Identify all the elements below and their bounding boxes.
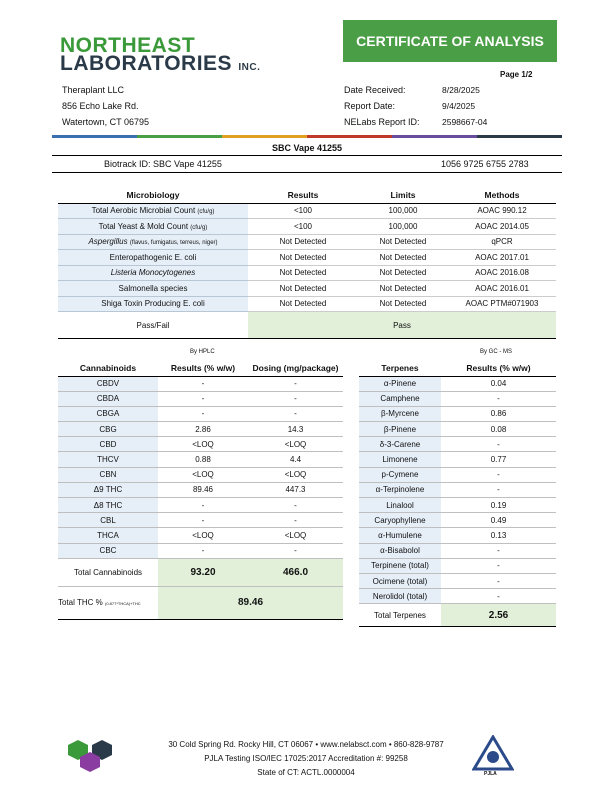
table-row xyxy=(58,234,556,250)
table-row xyxy=(58,513,343,528)
total-cannabinoids-label: Total Cannabinoids xyxy=(58,558,158,586)
table-row xyxy=(359,452,556,467)
terp-result: - xyxy=(441,573,556,588)
table-row xyxy=(359,437,556,452)
table-row xyxy=(58,543,343,558)
cann-result: - xyxy=(158,376,248,391)
terp-name: α-Bisabolol xyxy=(359,543,441,558)
terp-result: 0.08 xyxy=(441,422,556,437)
table-row xyxy=(359,376,556,391)
cann-dose: 14.3 xyxy=(248,422,343,437)
total-thc-formula: (0.877*THCA)+THC xyxy=(105,601,141,607)
terp-result: - xyxy=(441,467,556,482)
pjla-label: PJLA xyxy=(484,771,497,777)
micro-result: Not Detected xyxy=(248,234,358,250)
micro-name xyxy=(58,219,248,235)
terp-result: 0.13 xyxy=(441,528,556,543)
logo-laboratories xyxy=(60,52,260,76)
terp-result: - xyxy=(441,558,556,573)
terp-name: Terpinene (total) xyxy=(359,558,441,573)
micro-method: qPCR xyxy=(448,234,556,250)
micro-header-name: Microbiology xyxy=(58,188,248,203)
cann-header-dosing: Dosing (mg/package) xyxy=(248,361,343,376)
divider xyxy=(52,155,562,156)
client-street: 856 Echo Lake Rd. xyxy=(62,101,139,111)
passfail-result: Pass xyxy=(248,312,556,339)
micro-name: Shiga Toxin Producing E. coli xyxy=(58,296,248,312)
cann-dose: <LOQ xyxy=(248,528,343,543)
micro-limit: Not Detected xyxy=(358,296,448,312)
micro-name: Salmonella species xyxy=(58,281,248,297)
date-received-label: Date Received: xyxy=(344,85,406,95)
total-terpenes-value: 2.56 xyxy=(441,604,556,627)
cann-name: CBL xyxy=(58,513,158,528)
table-row xyxy=(359,406,556,421)
micro-method: AOAC 2016.08 xyxy=(448,265,556,281)
table-row xyxy=(58,250,556,266)
cann-result: <LOQ xyxy=(158,467,248,482)
total-cannabinoids-dose: 466.0 xyxy=(248,558,343,586)
terp-result: - xyxy=(441,543,556,558)
cann-result: <LOQ xyxy=(158,528,248,543)
cann-name: CBG xyxy=(58,422,158,437)
micro-name: Listeria Monocytogenes xyxy=(58,265,248,281)
terp-result: 0.19 xyxy=(441,498,556,513)
micro-name: Enteropathogenic E. coli xyxy=(58,250,248,266)
report-meta-labels xyxy=(344,82,420,130)
micro-name-text: Aspergillus xyxy=(88,237,128,247)
table-row xyxy=(58,406,343,421)
table-row xyxy=(359,589,556,604)
micro-header-methods: Methods xyxy=(448,188,556,203)
micro-method: AOAC 2017.01 xyxy=(448,250,556,266)
microbiology-table xyxy=(58,188,556,339)
terp-name: α-Humulene xyxy=(359,528,441,543)
cann-dose: <LOQ xyxy=(248,467,343,482)
terp-name: α-Pinene xyxy=(359,376,441,391)
report-date: 9/4/2025 xyxy=(442,101,476,111)
micro-method: AOAC 2014.05 xyxy=(448,219,556,235)
terp-result: - xyxy=(441,589,556,604)
cann-header-results: Results (% w/w) xyxy=(158,361,248,376)
micro-name xyxy=(58,203,248,219)
cann-result: 2.86 xyxy=(158,422,248,437)
terp-result: 0.86 xyxy=(441,406,556,421)
micro-result: Not Detected xyxy=(248,250,358,266)
cann-result: - xyxy=(158,498,248,513)
terp-name: Nerolidol (total) xyxy=(359,589,441,604)
micro-unit: (cfu/g) xyxy=(190,224,208,231)
cann-name: THCV xyxy=(58,452,158,467)
page-number: Page 1/2 xyxy=(500,70,533,79)
total-terpenes-label: Total Terpenes xyxy=(359,604,441,627)
terpenes-table xyxy=(359,361,556,627)
total-cannabinoids-result: 93.20 xyxy=(158,558,248,586)
cann-name: CBN xyxy=(58,467,158,482)
hplc-note: By HPLC xyxy=(190,349,215,355)
cann-dose: - xyxy=(248,543,343,558)
cann-dose: - xyxy=(248,376,343,391)
biotrack-id: Biotrack ID: SBC Vape 41255 xyxy=(104,159,222,169)
table-row xyxy=(58,219,556,235)
micro-limit: 100,000 xyxy=(358,219,448,235)
certificate-banner: CERTIFICATE OF ANALYSIS xyxy=(343,20,557,62)
color-stripe xyxy=(52,135,562,138)
total-thc-row xyxy=(58,586,343,619)
micro-method: AOAC 990.12 xyxy=(448,203,556,219)
client-city: Watertown, CT 06795 xyxy=(62,117,150,127)
cann-dose: - xyxy=(248,391,343,406)
table-row xyxy=(58,391,343,406)
terp-result: - xyxy=(441,391,556,406)
table-row xyxy=(58,498,343,513)
micro-limit: Not Detected xyxy=(358,250,448,266)
cann-name: CBGA xyxy=(58,406,158,421)
cann-name: Δ8 THC xyxy=(58,498,158,513)
terp-name: δ-3-Carene xyxy=(359,437,441,452)
pjla-triangle-icon xyxy=(472,735,514,771)
pjla-seal xyxy=(472,735,562,779)
cann-result: - xyxy=(158,513,248,528)
report-id-label: NELabs Report ID: xyxy=(344,117,420,127)
total-terpenes-row xyxy=(359,604,556,627)
micro-method: AOAC PTM#071903 xyxy=(448,296,556,312)
table-row xyxy=(359,498,556,513)
cann-dose: - xyxy=(248,513,343,528)
table-row xyxy=(359,558,556,573)
table-row xyxy=(58,265,556,281)
terp-name: α-Terpinolene xyxy=(359,482,441,497)
total-thc-label-text: Total THC % xyxy=(58,598,103,608)
total-thc-value: 89.46 xyxy=(158,586,343,619)
terp-name: Linalool xyxy=(359,498,441,513)
cann-name: Δ9 THC xyxy=(58,482,158,497)
cann-result: 89.46 xyxy=(158,482,248,497)
cann-result: <LOQ xyxy=(158,437,248,452)
table-row xyxy=(359,482,556,497)
cann-dose: 447.3 xyxy=(248,482,343,497)
table-row xyxy=(58,452,343,467)
micro-limit: Not Detected xyxy=(358,281,448,297)
micro-result: Not Detected xyxy=(248,296,358,312)
micro-unit: (flavus, fumigatus, terreus, niger) xyxy=(129,240,218,247)
terp-name: β-Pinene xyxy=(359,422,441,437)
micro-name xyxy=(58,234,248,250)
cann-result: 0.88 xyxy=(158,452,248,467)
client-name: Theraplant LLC xyxy=(62,85,125,95)
micro-result: <100 xyxy=(248,203,358,219)
cann-name: THCA xyxy=(58,528,158,543)
table-row xyxy=(359,467,556,482)
total-cannabinoids-row xyxy=(58,558,343,586)
footer-accreditation: PJLA Testing ISO/IEC 17025:2017 Accreditation #: 99258 xyxy=(204,754,408,763)
cann-name: CBC xyxy=(58,543,158,558)
logo-inc: INC. xyxy=(238,62,261,73)
micro-name-text: Total Yeast & Mold Count xyxy=(98,221,189,231)
cannabinoids-table xyxy=(58,361,343,620)
micro-result: Not Detected xyxy=(248,281,358,297)
table-row xyxy=(359,513,556,528)
sample-title: SBC Vape 41255 xyxy=(271,143,343,153)
table-row xyxy=(58,296,556,312)
cann-result: - xyxy=(158,543,248,558)
logo-northeast: NORTHEAST xyxy=(60,34,196,57)
cann-dose: - xyxy=(248,406,343,421)
terp-header-results: Results (% w/w) xyxy=(441,361,556,376)
client-address xyxy=(62,82,149,130)
cann-result: - xyxy=(158,406,248,421)
divider xyxy=(52,172,562,173)
table-row xyxy=(359,391,556,406)
terp-result: 0.04 xyxy=(441,376,556,391)
passfail-row xyxy=(58,312,556,339)
table-row xyxy=(58,376,343,391)
table-row xyxy=(359,528,556,543)
table-row xyxy=(58,281,556,297)
cann-name: CBDV xyxy=(58,376,158,391)
table-row xyxy=(58,467,343,482)
micro-limit: Not Detected xyxy=(358,265,448,281)
terp-name: Caryophyllene xyxy=(359,513,441,528)
total-thc-label xyxy=(58,586,158,619)
table-row xyxy=(58,482,343,497)
table-row xyxy=(359,573,556,588)
terp-name: β-Myrcene xyxy=(359,406,441,421)
micro-name-text: Total Aerobic Microbial Count xyxy=(91,206,196,216)
table-row xyxy=(58,422,343,437)
terp-name: Limonene xyxy=(359,452,441,467)
cann-name: CBD xyxy=(58,437,158,452)
terp-result: 0.77 xyxy=(441,452,556,467)
micro-result: Not Detected xyxy=(248,265,358,281)
micro-header-results: Results xyxy=(248,188,358,203)
table-row xyxy=(58,528,343,543)
date-received: 8/28/2025 xyxy=(442,85,480,95)
micro-header-limits: Limits xyxy=(358,188,448,203)
gcms-note: By GC - MS xyxy=(480,349,513,355)
table-row xyxy=(359,543,556,558)
report-id: 2598667-04 xyxy=(442,117,488,127)
table-row xyxy=(58,437,343,452)
micro-result: <100 xyxy=(248,219,358,235)
table-row xyxy=(58,203,556,219)
footer-address: 30 Cold Spring Rd. Rocky Hill, CT 06067 • www.nelabsct.com • 860-828-9787 xyxy=(168,740,444,749)
terp-name: Camphene xyxy=(359,391,441,406)
passfail-label: Pass/Fail xyxy=(58,312,248,339)
cann-result: - xyxy=(158,391,248,406)
footer-state: State of CT: ACTL.0000004 xyxy=(257,768,355,777)
cann-dose: - xyxy=(248,498,343,513)
terp-header-name: Terpenes xyxy=(359,361,441,376)
terp-result: - xyxy=(441,437,556,452)
logo-laboratories-text: LABORATORIES xyxy=(60,52,233,75)
report-meta-values xyxy=(442,82,487,130)
micro-method: AOAC 2016.01 xyxy=(448,281,556,297)
terp-result: 0.49 xyxy=(441,513,556,528)
biotrack-number: 1056 9725 6755 2783 xyxy=(441,159,529,169)
cann-name: CBDA xyxy=(58,391,158,406)
micro-limit: Not Detected xyxy=(358,234,448,250)
terp-result: - xyxy=(441,482,556,497)
cann-header-name: Cannabinoids xyxy=(58,361,158,376)
cann-dose: 4.4 xyxy=(248,452,343,467)
terp-name: p-Cymene xyxy=(359,467,441,482)
cann-dose: <LOQ xyxy=(248,437,343,452)
report-date-label: Report Date: xyxy=(344,101,396,111)
micro-limit: 100,000 xyxy=(358,203,448,219)
table-row xyxy=(359,422,556,437)
terp-name: Ocimene (total) xyxy=(359,573,441,588)
micro-unit: (cfu/g) xyxy=(197,209,215,216)
